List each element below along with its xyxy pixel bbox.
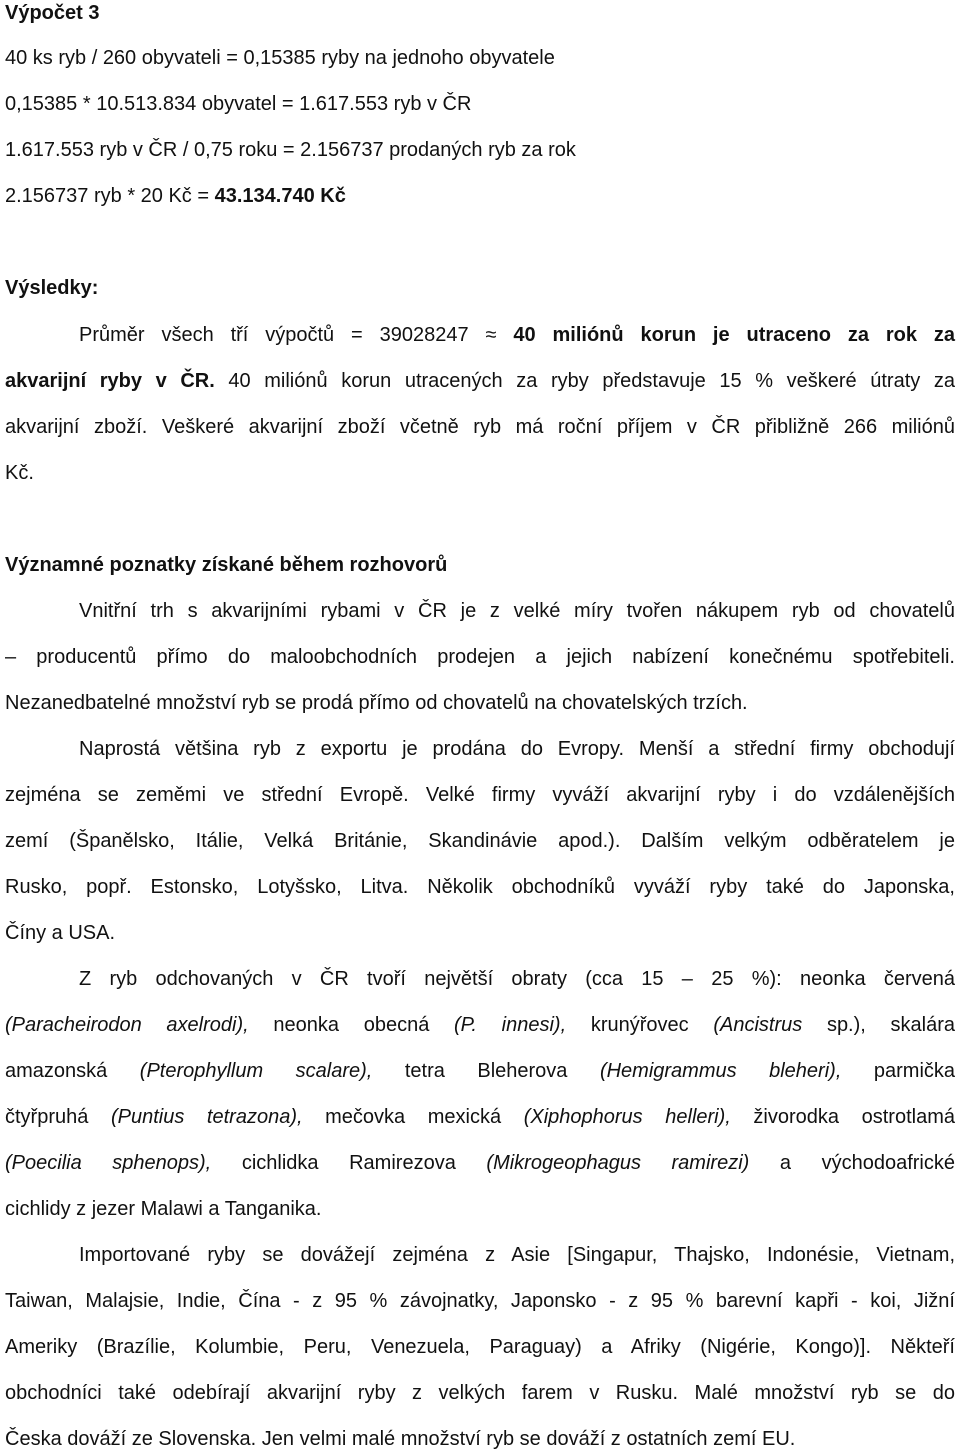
species-name: (Ancistrus [713, 1014, 803, 1036]
species-common: cichlidka Ramirezova [211, 1152, 487, 1174]
p3-line-5 [5, 1150, 955, 1176]
p4-line-2: Taiwan, Malajsie, Indie, Čína - z 95 % závojnatky, Japonsko - z 95 % barevní kapři - koi, Jižní [5, 1290, 955, 1312]
p3-line-1: Z ryb odchovaných v ČR tvoří největší obraty (cca 15 – 25 %): neonka červená [79, 968, 955, 990]
species-name: (P. innesi), [454, 1014, 567, 1036]
species-name: (Puntius tetrazona), [110, 1106, 303, 1128]
results-line-3: akvarijní zboží. Veškeré akvarijní zboží včetně ryb má roční příjem v ČR přibližně 266 miliónů [5, 416, 955, 438]
p4-line-1: Importované ryby se dovážejí zejména z Asie [Singapur, Thajsko, Indonésie, Vietnam, [79, 1244, 955, 1266]
species-name: (Paracheirodon axelrodi), [5, 1014, 249, 1036]
p3-line-4 [5, 1104, 955, 1130]
species-name: (Poecilia sphenops), [5, 1152, 212, 1174]
species-common: krunýřovec [566, 1014, 714, 1036]
p3-line-6: cichlidy z jezer Malawi a Tanganika. [5, 1198, 322, 1220]
results-total-cont: akvarijní ryby v ČR. [5, 370, 215, 392]
species-common: parmička [841, 1060, 956, 1082]
p2-line-5: Číny a USA. [5, 922, 116, 944]
results-average: Průměr všech tří výpočtů = 39028247 [79, 324, 469, 346]
species-common: čtyřpruhá [5, 1106, 111, 1128]
p1-line-2: – producentů přímo do maloobchodních prodejen a jejich nabízení konečnému spotřebiteli. [5, 646, 955, 668]
calc3-line-4-pre: 2.156737 ryb * 20 Kč = [5, 185, 215, 207]
results-line-2 [5, 368, 955, 394]
species-name: (Xiphophorus helleri), [523, 1106, 731, 1128]
species-common: mečovka mexická [302, 1106, 524, 1128]
calc3-heading: Výpočet 3 [5, 2, 100, 24]
results-line-1 [5, 322, 955, 348]
results-total: 40 miliónů korun je utraceno za rok za [513, 324, 955, 346]
results-heading: Výsledky: [5, 277, 99, 299]
results-share: 40 miliónů korun utracených za ryby představuje 15 % veškeré útraty za [214, 370, 955, 392]
p3-line-3 [5, 1058, 955, 1084]
p2-line-3: zemí (Španělsko, Itálie, Velká Británie, Skandinávie apod.). Dalším velkým odběratelem je [5, 830, 955, 852]
p1-line-1: Vnitřní trh s akvarijními rybami v ČR je z velké míry tvořen nákupem ryb od chovatelů [79, 600, 955, 622]
species-common: tetra Bleherova [372, 1060, 600, 1082]
results-line-4: Kč. [5, 462, 34, 484]
calc3-line-3: 1.617.553 ryb v ČR / 0,75 roku = 2.156737 prodaných ryb za rok [5, 139, 576, 161]
species-name: (Hemigrammus bleheri), [599, 1060, 842, 1082]
approx-symbol: ≈ [485, 324, 497, 346]
calc3-line-2: 0,15385 * 10.513.834 obyvatel = 1.617.553 ryb v ČR [5, 93, 472, 115]
species-common: sp.), skalára [802, 1014, 955, 1036]
calc3-line-4-post: 740 Kč [281, 185, 346, 207]
species-common: neonka obecná [248, 1014, 454, 1036]
p2-line-1: Naprostá většina ryb z exportu je prodána do Evropy. Menší a střední firmy obchodují [79, 738, 955, 760]
calc3-line-4 [5, 183, 955, 209]
p1-line-3: Nezanedbatelné množství ryb se prodá přímo od chovatelů na chovatelských trzích. [5, 692, 748, 714]
p4-line-3: Ameriky (Brazílie, Kolumbie, Peru, Venezuela, Paraguay) a Afriky (Nigérie, Kongo)]. Někteří [5, 1336, 955, 1358]
species-common: amazonská [5, 1060, 140, 1082]
species-name: (Pterophyllum scalare), [139, 1060, 373, 1082]
species-common: a východoafrické [749, 1152, 955, 1174]
p4-line-4: obchodníci také odebírají akvarijní ryby z velkých farem v Rusku. Malé množství ryb se do [5, 1382, 955, 1404]
species-name: (Mikrogeophagus ramirezi) [486, 1152, 750, 1174]
species-common: živorodka ostrotlamá [730, 1106, 955, 1128]
calc3-line-1: 40 ks ryb / 260 obyvateli = 0,15385 ryby na jednoho obyvatele [5, 47, 555, 69]
findings-heading: Významné poznatky získané během rozhovorů [5, 554, 448, 576]
p2-line-4: Rusko, popř. Estonsko, Lotyšsko, Litva. Několik obchodníků vyváží ryby také do Japonska, [5, 876, 955, 898]
p4-line-5: Česka dováží ze Slovenska. Jen velmi malé množství ryb se dováží z ostatních zemí EU. [5, 1428, 796, 1450]
p2-line-2: zejména se zeměmi ve střední Evropě. Velké firmy vyváží akvarijní ryby i do vzdálenějších [5, 784, 955, 806]
calc3-line-4-bold: 43.134. [214, 185, 282, 207]
p3-line-2 [5, 1012, 955, 1038]
